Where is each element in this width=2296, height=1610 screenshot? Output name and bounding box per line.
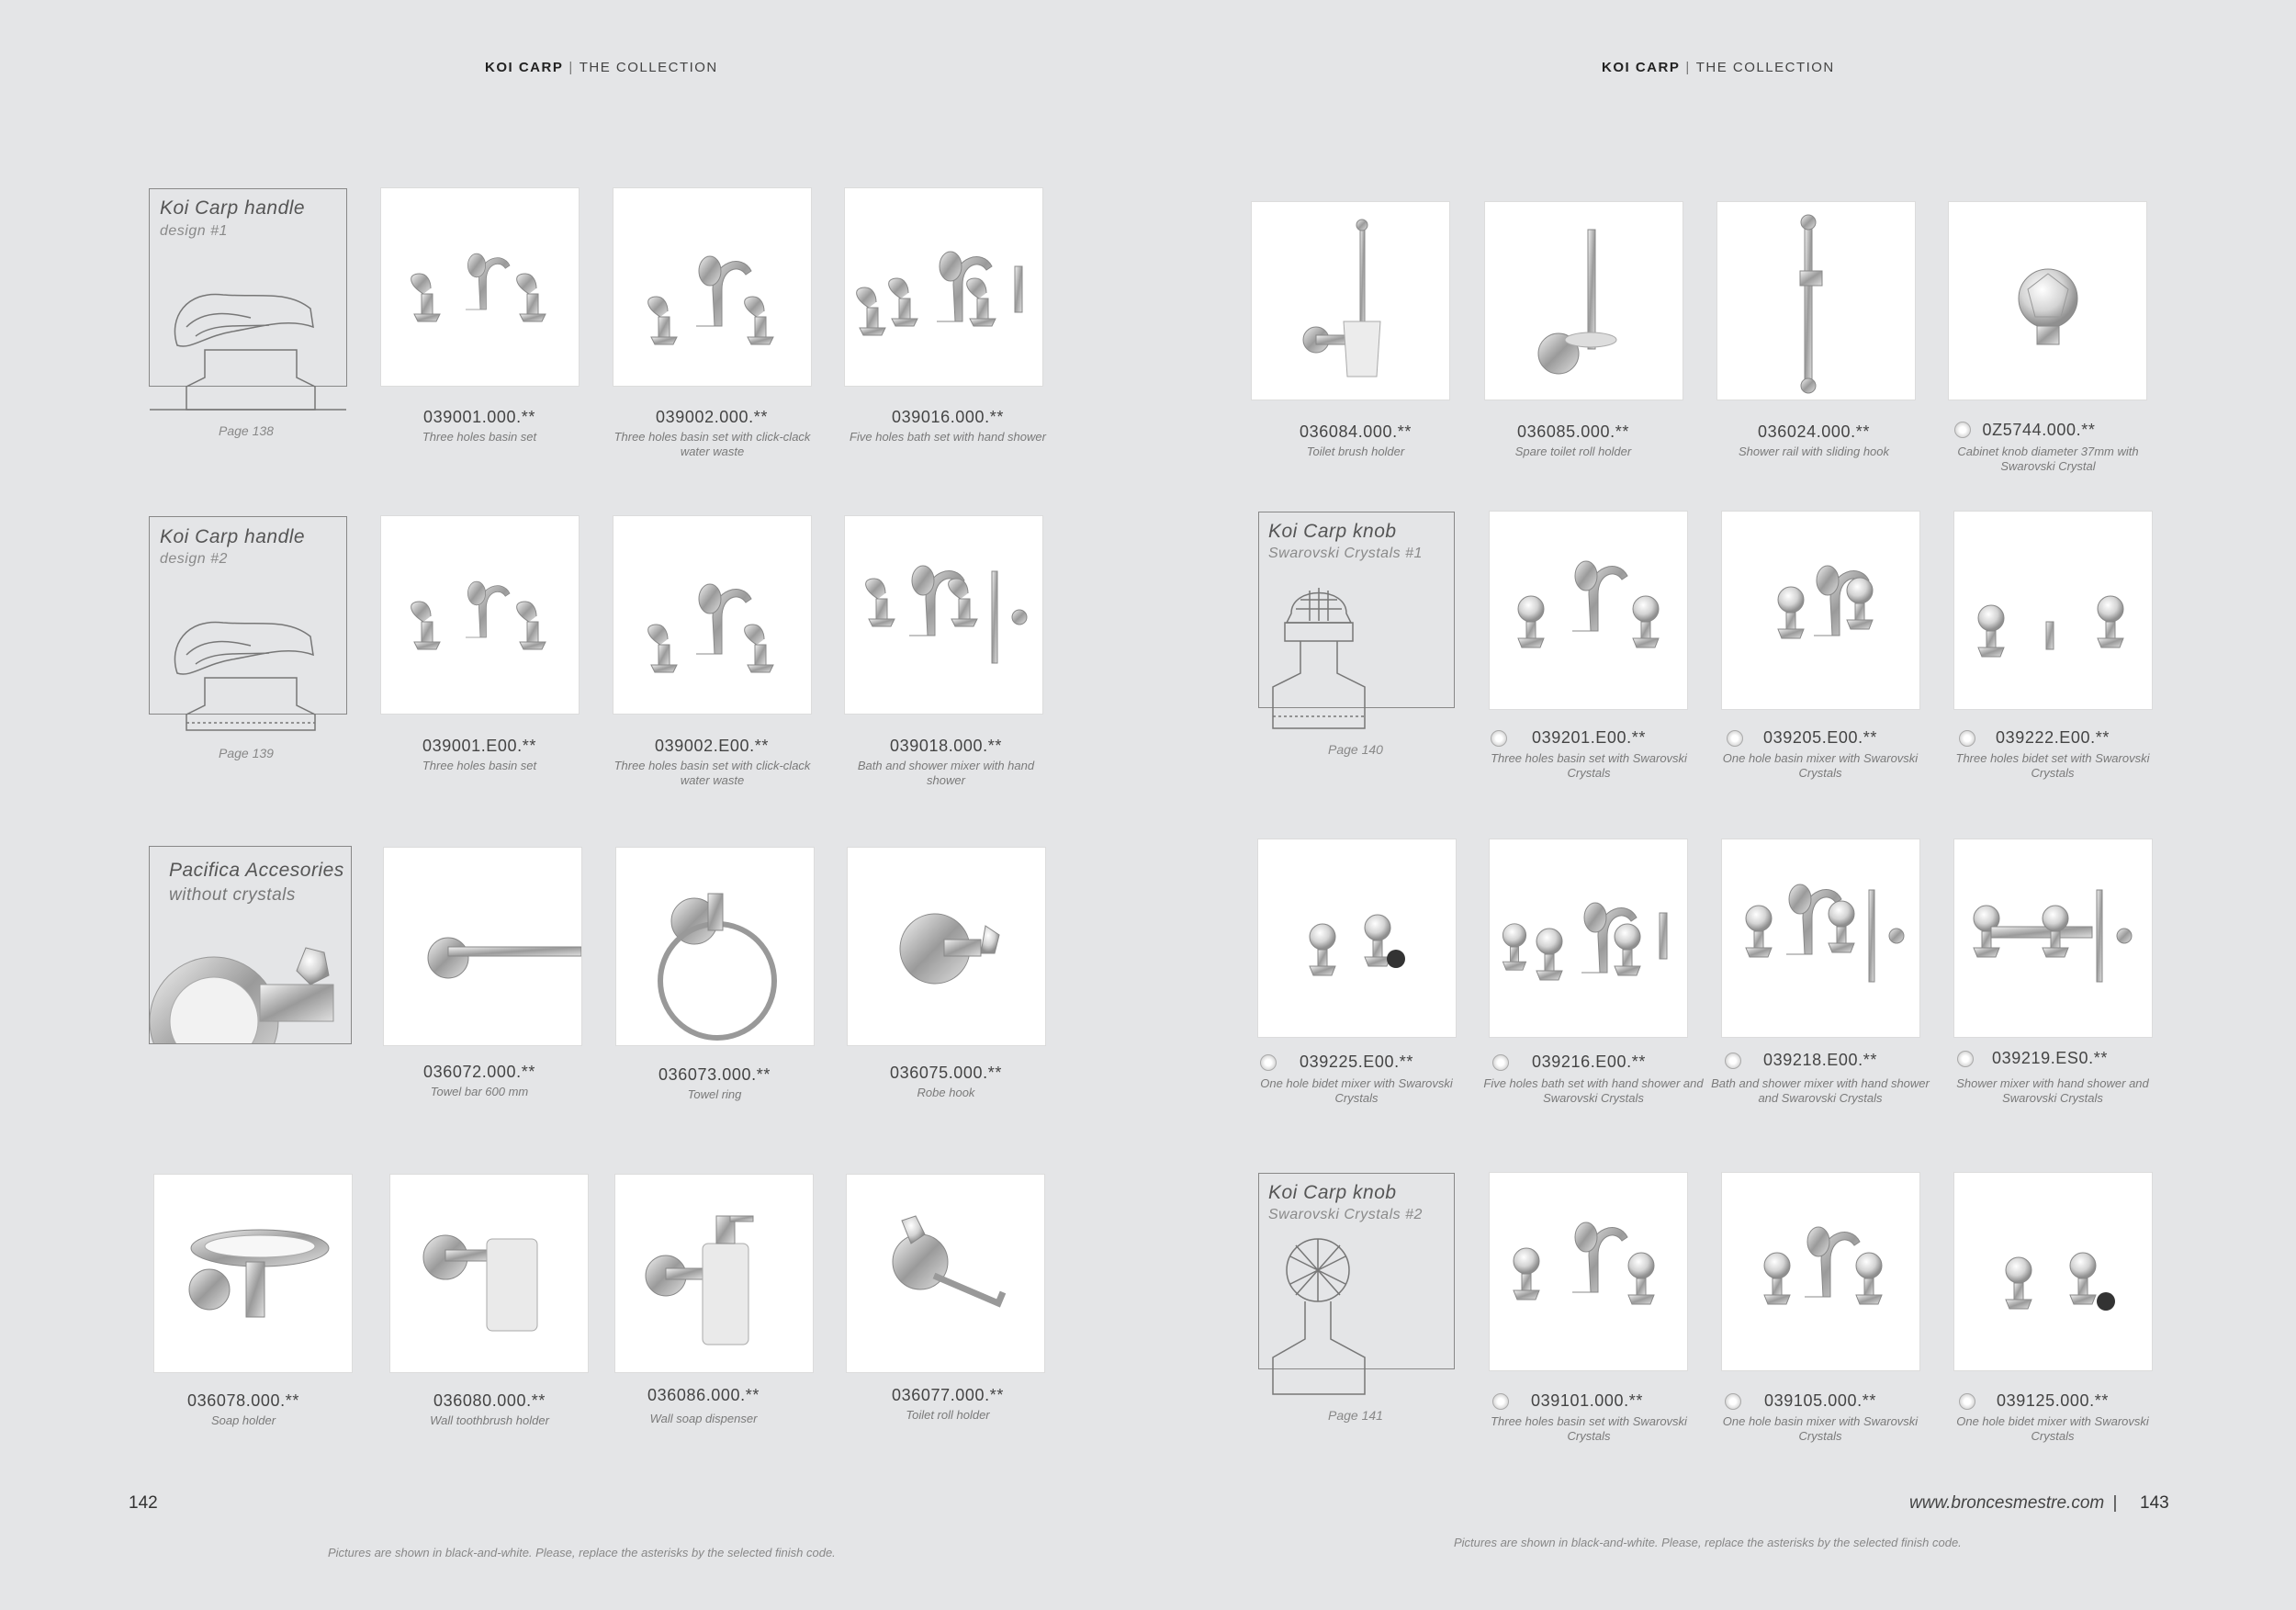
footnote-right: Pictures are shown in black-and-white. Please, replace the asterisks by the selected finish code. — [1454, 1536, 1962, 1549]
product-code: 039002.E00.** — [655, 737, 769, 755]
product-photo-039205-e00[interactable] — [1722, 512, 1919, 709]
product-description: One hole basin mixer with Swarovski Crystals — [1722, 751, 1919, 780]
product-description: Toilet brush holder — [1306, 445, 1405, 458]
product-description: Three holes basin set with click-clack water waste — [613, 759, 811, 787]
product-photo-039216-e00[interactable] — [1490, 839, 1687, 1037]
product-photo-0z5744-000[interactable] — [1949, 202, 2146, 400]
product-description: Soap holder — [210, 1413, 276, 1427]
product-code: 036078.000.** — [187, 1391, 299, 1410]
product-photo-036086-000[interactable] — [615, 1175, 813, 1372]
product-description: Robe hook — [917, 1086, 975, 1099]
product-description: Towel ring — [687, 1087, 742, 1101]
product-description: Wall toothbrush holder — [430, 1413, 549, 1427]
product-photo-039018-000[interactable] — [845, 516, 1042, 714]
product-code: 036084.000.** — [1300, 422, 1412, 441]
product-photo-036072-000[interactable] — [384, 848, 581, 1045]
product-description: Bath and shower mixer with hand shower and Swarovski Crystals — [1711, 1076, 1930, 1105]
product-photo-036024-000[interactable] — [1717, 202, 1915, 400]
product-code: 039105.000.** — [1764, 1391, 1876, 1410]
product-description: Cabinet knob diameter 37mm with Swarovski Crystal — [1957, 445, 2139, 473]
product-code: 036080.000.** — [433, 1391, 546, 1410]
product-photo-039222-e00[interactable] — [1954, 512, 2152, 709]
product-photo-036085-000[interactable] — [1485, 202, 1683, 400]
brand-label: KOI CARP — [485, 60, 564, 75]
product-photo-039218-e00[interactable] — [1722, 839, 1919, 1037]
feature-subtitle: design #1 — [160, 223, 228, 239]
product-code: 039001.E00.** — [422, 737, 536, 755]
product-photo-036078-000[interactable] — [154, 1175, 352, 1372]
page-reference: Page 140 — [1328, 742, 1383, 757]
feature-subtitle: without crystals — [169, 885, 296, 905]
product-description: Shower rail with sliding hook — [1738, 445, 1890, 458]
product-code: 0Z5744.000.** — [1982, 421, 2096, 439]
product-code: 039001.000.** — [423, 408, 535, 426]
product-photo-036075-000[interactable] — [848, 848, 1045, 1045]
product-photo-039219-es0[interactable] — [1954, 839, 2152, 1037]
feature-subtitle: design #2 — [160, 551, 228, 567]
product-code: 039219.ES0.** — [1992, 1049, 2108, 1067]
website-link[interactable] — [1909, 1493, 2117, 1514]
url-separator: | — [2112, 1493, 2118, 1513]
left-page-header — [485, 60, 718, 75]
page-number-right: 143 — [2140, 1493, 2169, 1513]
product-code: 036075.000.** — [890, 1064, 1002, 1082]
product-description: Five holes bath set with hand shower and Swarovski Crystals — [1483, 1076, 1704, 1105]
product-photo-036080-000[interactable] — [390, 1175, 588, 1372]
product-code: 036086.000.** — [647, 1386, 760, 1404]
product-code: 039101.000.** — [1531, 1391, 1643, 1410]
product-description: Shower mixer with hand shower and Swarovski Crystals — [1956, 1076, 2149, 1105]
section-label: THE COLLECTION — [1695, 60, 1835, 75]
product-description: Three holes basin set with click-clack water waste — [613, 430, 811, 458]
product-code: 039201.E00.** — [1532, 728, 1646, 747]
feature-title: Pacifica Accesories — [169, 860, 344, 881]
section-label: THE COLLECTION — [579, 60, 718, 75]
product-description: One hole bidet mixer with Swarovski Crystals — [1956, 1414, 2149, 1443]
feature-title: Koi Carp knob — [1268, 521, 1397, 542]
product-code: 036073.000.** — [658, 1065, 771, 1084]
product-photo-039125-000[interactable] — [1954, 1173, 2152, 1370]
product-description: Five holes bath set with hand shower — [850, 430, 1046, 444]
product-code: 036072.000.** — [423, 1063, 535, 1081]
page-number-left: 142 — [129, 1493, 158, 1513]
product-photo-039002-000[interactable] — [613, 188, 811, 386]
product-photo-039001-000[interactable] — [381, 188, 579, 386]
page-reference: Page 139 — [219, 746, 274, 760]
website-url[interactable]: www.broncesmestre.com — [1909, 1493, 2105, 1513]
product-description: Three holes basin set with Swarovski Crystals — [1491, 1414, 1687, 1443]
product-description: Three holes basin set — [422, 430, 537, 444]
product-code: 036085.000.** — [1517, 422, 1629, 441]
product-photo-036084-000[interactable] — [1252, 202, 1449, 400]
koi-handle-sketch — [150, 517, 346, 737]
product-photo-039016-000[interactable] — [845, 188, 1042, 386]
product-photo-039225-e00[interactable] — [1258, 839, 1456, 1037]
product-description: Towel bar 600 mm — [430, 1085, 529, 1098]
feature-title: Koi Carp knob — [1268, 1182, 1397, 1203]
product-code: 039216.E00.** — [1532, 1053, 1646, 1071]
product-photo-039101-000[interactable] — [1490, 1173, 1687, 1370]
product-photo-036077-000[interactable] — [847, 1175, 1044, 1372]
product-description: One hole bidet mixer with Swarovski Crystals — [1260, 1076, 1453, 1105]
product-description: Wall soap dispenser — [649, 1412, 758, 1425]
product-code: 039225.E00.** — [1300, 1053, 1413, 1071]
header-separator: | — [568, 60, 574, 75]
product-photo-036073-000[interactable] — [616, 848, 814, 1045]
product-code: 036024.000.** — [1758, 422, 1870, 441]
product-code: 039205.E00.** — [1763, 728, 1877, 747]
brand-label: KOI CARP — [1602, 60, 1681, 75]
feature-title: Koi Carp handle — [160, 197, 306, 219]
page-reference: Page 141 — [1328, 1408, 1383, 1423]
footnote-left: Pictures are shown in black-and-white. Please, replace the asterisks by the selected finish code. — [328, 1546, 836, 1559]
product-description: Three holes basin set — [422, 759, 537, 772]
product-code: 039018.000.** — [890, 737, 1002, 755]
product-code: 039125.000.** — [1997, 1391, 2109, 1410]
feature-subtitle: Swarovski Crystals #1 — [1268, 546, 1423, 561]
feature-title: Koi Carp handle — [160, 526, 306, 547]
product-code: 039218.E00.** — [1763, 1051, 1877, 1069]
product-description: Spare toilet roll holder — [1514, 445, 1632, 458]
right-page-header — [1602, 60, 1835, 75]
product-photo-039105-000[interactable] — [1722, 1173, 1919, 1370]
product-description: Bath and shower mixer with hand shower — [857, 759, 1035, 787]
feature-subtitle: Swarovski Crystals #2 — [1268, 1207, 1423, 1222]
product-code: 039016.000.** — [892, 408, 1004, 426]
product-description: One hole basin mixer with Swarovski Crystals — [1722, 1414, 1919, 1443]
product-code: 039222.E00.** — [1996, 728, 2110, 747]
product-description: Toilet roll holder — [906, 1408, 990, 1422]
product-code: 039002.000.** — [656, 408, 768, 426]
header-separator: | — [1685, 60, 1691, 75]
product-code: 036077.000.** — [892, 1386, 1004, 1404]
product-photo-039002-e00[interactable] — [613, 516, 811, 714]
page-reference: Page 138 — [219, 423, 274, 438]
product-photo-039201-e00[interactable] — [1490, 512, 1687, 709]
product-photo-039001-e00[interactable] — [381, 516, 579, 714]
koi-handle-sketch — [150, 189, 346, 410]
product-description: Three holes bidet set with Swarovski Crystals — [1955, 751, 2150, 780]
product-description: Three holes basin set with Swarovski Crystals — [1491, 751, 1687, 780]
